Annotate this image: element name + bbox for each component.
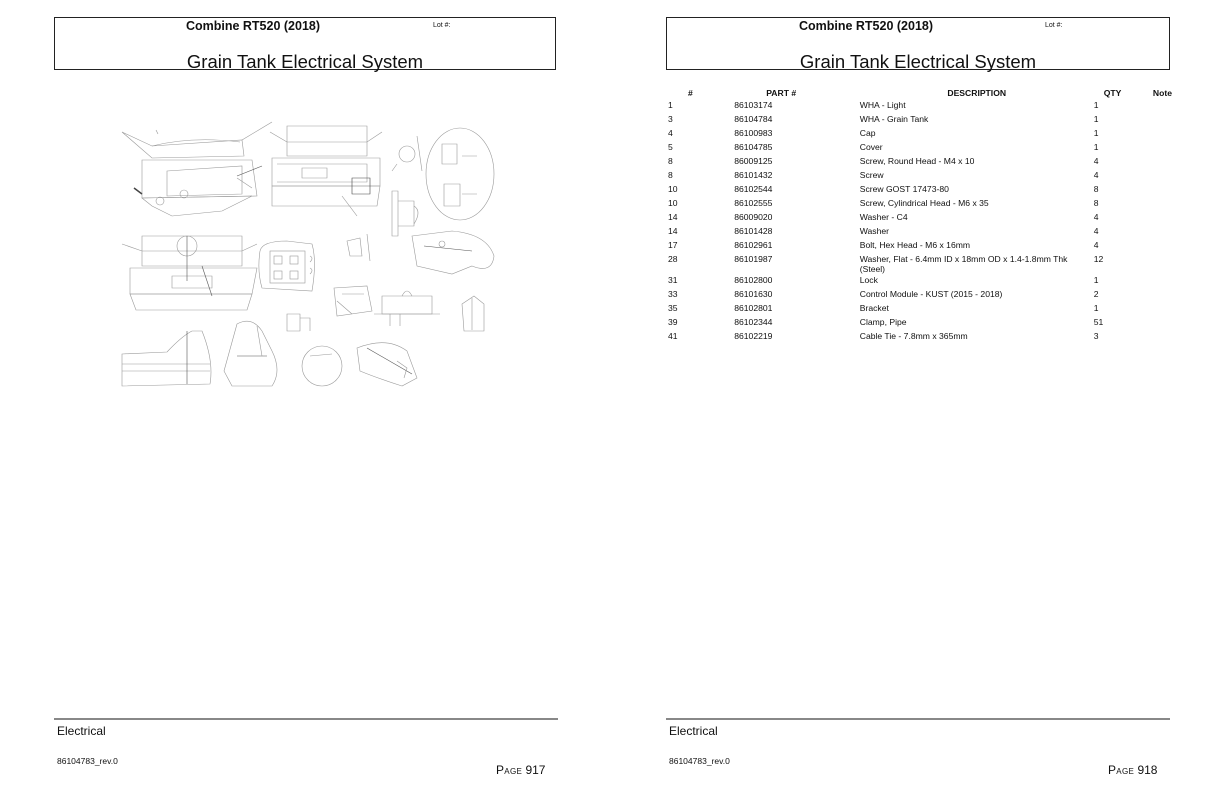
cell-note <box>1153 211 1172 225</box>
table-row <box>668 302 1172 316</box>
diagram-view-detail-small <box>334 286 372 316</box>
diagram-view-tank-front <box>270 126 382 216</box>
cell-description: Screw, Round Head - M4 x 10 <box>859 156 975 166</box>
model-title <box>667 19 1169 33</box>
cell-description: Bracket <box>859 303 889 313</box>
page-number-value: 918 <box>1137 763 1158 777</box>
cell-note <box>1153 183 1172 197</box>
cell-qty: 2 <box>1093 289 1099 299</box>
cell-part: 86009125 <box>734 156 773 166</box>
column-header-qty: QTY <box>1103 87 1122 98</box>
table-row <box>668 141 1172 155</box>
diagram-view-bottom-right <box>357 343 417 386</box>
cell-qty: 12 <box>1093 254 1104 264</box>
table-row <box>668 330 1172 344</box>
cell-qty: 8 <box>1093 184 1099 194</box>
cell-part: 86102544 <box>734 184 773 194</box>
cell-qty: 4 <box>1093 226 1099 236</box>
diagram-view-bottom-left <box>122 331 211 386</box>
cell-part: 86101630 <box>734 289 773 299</box>
table-row <box>668 316 1172 330</box>
page-word: Page <box>496 763 523 777</box>
table-row <box>668 239 1172 253</box>
cell-description: WHA - Grain Tank <box>859 114 929 124</box>
cell-num: 41 <box>668 331 678 341</box>
diagram-view-bracket <box>392 191 418 236</box>
cell-description: Screw <box>859 170 884 180</box>
cell-part: 86100983 <box>734 128 773 138</box>
page-header <box>666 17 1170 70</box>
footer-document-id: 86104783_rev.0 <box>669 756 730 766</box>
cell-description: Cap <box>859 128 876 138</box>
diagram-view-latch <box>374 291 440 326</box>
diagram-view-detail-ellipse <box>426 128 494 220</box>
cell-description: WHA - Light <box>859 100 906 110</box>
section-title: Grain Tank Electrical System <box>799 51 1037 72</box>
page-number <box>496 763 545 777</box>
page-number <box>1108 763 1157 777</box>
cell-part: 86104784 <box>734 114 773 124</box>
table-row <box>668 183 1172 197</box>
cell-qty: 4 <box>1093 240 1099 250</box>
right-page <box>612 0 1224 792</box>
diagram-view-fender <box>412 231 494 274</box>
footer-divider <box>54 718 558 720</box>
diagram-view-arc <box>224 321 277 386</box>
cell-note <box>1153 302 1172 316</box>
cell-qty: 1 <box>1093 303 1099 313</box>
cell-note <box>1153 288 1172 302</box>
cell-note <box>1153 169 1172 183</box>
page-header <box>54 17 556 70</box>
cell-note <box>1153 225 1172 239</box>
column-header-description: DESCRIPTION <box>947 87 1007 98</box>
table-row <box>668 211 1172 225</box>
cell-num: 10 <box>668 184 678 194</box>
diagram-view-detail-a <box>392 136 422 171</box>
diagram-view-mount <box>287 314 310 331</box>
cell-part: 86104785 <box>734 142 773 152</box>
cell-num: 10 <box>668 198 678 208</box>
footer-document-id: 86104783_rev.0 <box>57 756 118 766</box>
model-title <box>55 19 555 33</box>
cell-part: 86102555 <box>734 198 773 208</box>
diagram-view-control-module <box>259 241 315 291</box>
cell-num: 28 <box>668 254 678 264</box>
cell-description: Screw, Cylindrical Head - M6 x 35 <box>859 198 989 208</box>
cell-description: Lock <box>859 275 878 285</box>
cell-description: Bolt, Hex Head - M6 x 16mm <box>859 240 971 250</box>
parts-table <box>668 86 1172 344</box>
table-row <box>668 155 1172 169</box>
cell-qty: 3 <box>1093 331 1099 341</box>
cell-part: 86102801 <box>734 303 773 313</box>
cell-num: 14 <box>668 212 678 222</box>
cell-note <box>1153 141 1172 155</box>
cell-part: 86102219 <box>734 331 773 341</box>
cell-part: 86101432 <box>734 170 773 180</box>
cell-num: 31 <box>668 275 678 285</box>
cell-num: 39 <box>668 317 678 327</box>
footer-section-name: Electrical <box>57 724 106 738</box>
cell-note <box>1153 274 1172 288</box>
table-row <box>668 113 1172 127</box>
cell-note <box>1153 197 1172 211</box>
diagram-view-detail-v <box>347 234 370 261</box>
cell-note <box>1153 330 1172 344</box>
table-row <box>668 288 1172 302</box>
cell-part: 86102961 <box>734 240 773 250</box>
column-header-num: # <box>688 87 693 98</box>
cell-note <box>1153 99 1172 113</box>
cell-qty: 4 <box>1093 156 1099 166</box>
cell-num: 8 <box>668 156 673 166</box>
page-word: Page <box>1108 763 1135 777</box>
cell-note <box>1153 239 1172 253</box>
table-row <box>668 274 1172 288</box>
cell-note <box>1153 155 1172 169</box>
cell-num: 14 <box>668 226 678 236</box>
table-row <box>668 127 1172 141</box>
cell-part: 86101428 <box>734 226 773 236</box>
cell-description: Cover <box>859 142 883 152</box>
cell-description: Clamp, Pipe <box>859 317 907 327</box>
table-row <box>668 225 1172 239</box>
cell-description: Control Module - KUST (2015 - 2018) <box>859 289 1003 299</box>
diagram-view-tank-side <box>122 122 272 216</box>
cell-num: 33 <box>668 289 678 299</box>
cell-note <box>1153 113 1172 127</box>
cell-num: 3 <box>668 114 673 124</box>
cell-qty: 8 <box>1093 198 1099 208</box>
exploded-parts-diagram-icon <box>112 116 510 398</box>
cell-qty: 1 <box>1093 114 1099 124</box>
cell-qty: 4 <box>1093 212 1099 222</box>
cell-note <box>1153 316 1172 330</box>
cell-description: Washer <box>859 226 890 236</box>
cell-description: Cable Tie - 7.8mm x 365mm <box>859 331 968 341</box>
cell-num: 4 <box>668 128 673 138</box>
cell-qty: 4 <box>1093 170 1099 180</box>
lot-label: Lot #: <box>1045 22 1063 29</box>
table-header-row <box>668 86 1172 99</box>
cell-qty: 1 <box>1093 128 1099 138</box>
table-row <box>668 197 1172 211</box>
cell-num: 5 <box>668 142 673 152</box>
cell-qty: 1 <box>1093 275 1099 285</box>
model-title-text: Combine RT520 (2018) <box>185 19 321 33</box>
column-header-part: PART # <box>766 87 797 98</box>
cell-num: 17 <box>668 240 678 250</box>
cell-num: 8 <box>668 170 673 180</box>
cell-part: 86102800 <box>734 275 773 285</box>
model-title-text: Combine RT520 (2018) <box>798 19 934 33</box>
cell-num: 35 <box>668 303 678 313</box>
page-number-value: 917 <box>525 763 546 777</box>
cell-part: 86103174 <box>734 100 773 110</box>
cell-description: Washer, Flat - 6.4mm ID x 18mm OD x 1.4-1.8mm Thk (Steel) <box>859 254 1068 274</box>
cell-qty: 1 <box>1093 142 1099 152</box>
table-row <box>668 253 1172 274</box>
footer-divider <box>666 718 1170 720</box>
lot-label: Lot #: <box>433 22 451 29</box>
diagram-view-circle-detail <box>302 346 342 386</box>
diagram-view-tank-lower <box>122 236 257 310</box>
cell-part: 86009020 <box>734 212 773 222</box>
cell-description: Washer - C4 <box>859 212 908 222</box>
cell-note <box>1153 127 1172 141</box>
table-row <box>668 169 1172 183</box>
footer-section-name: Electrical <box>669 724 718 738</box>
diagram-view-detail-right <box>462 296 484 331</box>
column-header-note: Note <box>1152 87 1172 98</box>
cell-note <box>1153 253 1172 274</box>
parts-table-body <box>668 99 1172 344</box>
section-title: Grain Tank Electrical System <box>186 51 424 72</box>
table-row <box>668 99 1172 113</box>
cell-description: Screw GOST 17473-80 <box>859 184 949 194</box>
cell-part: 86101987 <box>734 254 773 264</box>
cell-part: 86102344 <box>734 317 773 327</box>
cell-num: 1 <box>668 100 673 110</box>
cell-qty: 1 <box>1093 100 1099 110</box>
cell-qty: 51 <box>1093 317 1104 327</box>
